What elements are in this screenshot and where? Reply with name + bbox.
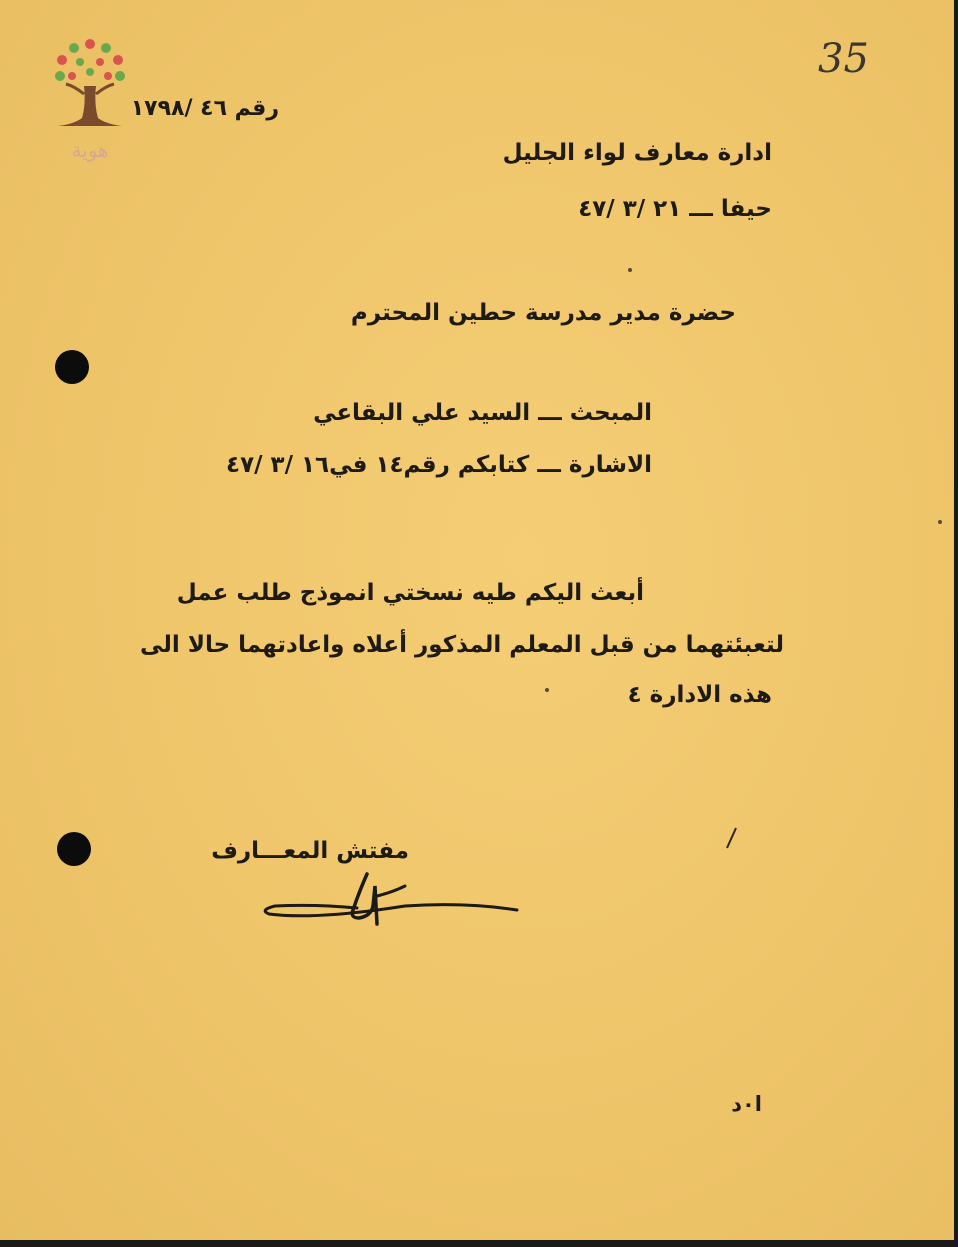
reference-number: رقم ٤٦ /١٧٩٨ xyxy=(130,96,279,121)
page-number: 35 xyxy=(818,36,869,82)
signature-title: مفتش المعـــارف xyxy=(211,838,409,864)
department-name: ادارة معارف لواء الجليل xyxy=(502,140,772,166)
subject-line: المبحث ـــ السيد علي البقاعي xyxy=(313,400,652,426)
paper-speck xyxy=(545,688,549,692)
punch-hole-top xyxy=(55,350,89,384)
body-line-3: هذه الادارة ٤ xyxy=(627,682,772,708)
pen-mark xyxy=(724,826,738,850)
place-date: حيفا ـــ ٢١ /٣ /٤٧ xyxy=(578,196,772,222)
logo-wordmark: هوية xyxy=(71,138,109,162)
punch-hole-bottom xyxy=(57,832,91,866)
body-line-2: لتعبئتهما من قبل المعلم المذكور أعلاه واعادتهما حالا الى xyxy=(140,632,784,658)
paper-speck xyxy=(938,520,942,524)
handwritten-signature xyxy=(255,862,525,932)
paper-speck xyxy=(628,268,632,272)
tree-icon xyxy=(44,34,136,144)
body-line-1: أبعث اليكم طيه نسختي انموذج طلب عمل xyxy=(176,580,644,606)
typist-initials: ا٠د xyxy=(731,1092,762,1116)
tree-people-logo xyxy=(44,34,136,194)
addressee: حضرة مدير مدرسة حطين المحترم xyxy=(350,300,736,326)
reference-line: الاشارة ـــ كتابكم رقم١٤ في١٦ /٣ /٤٧ xyxy=(226,452,652,478)
